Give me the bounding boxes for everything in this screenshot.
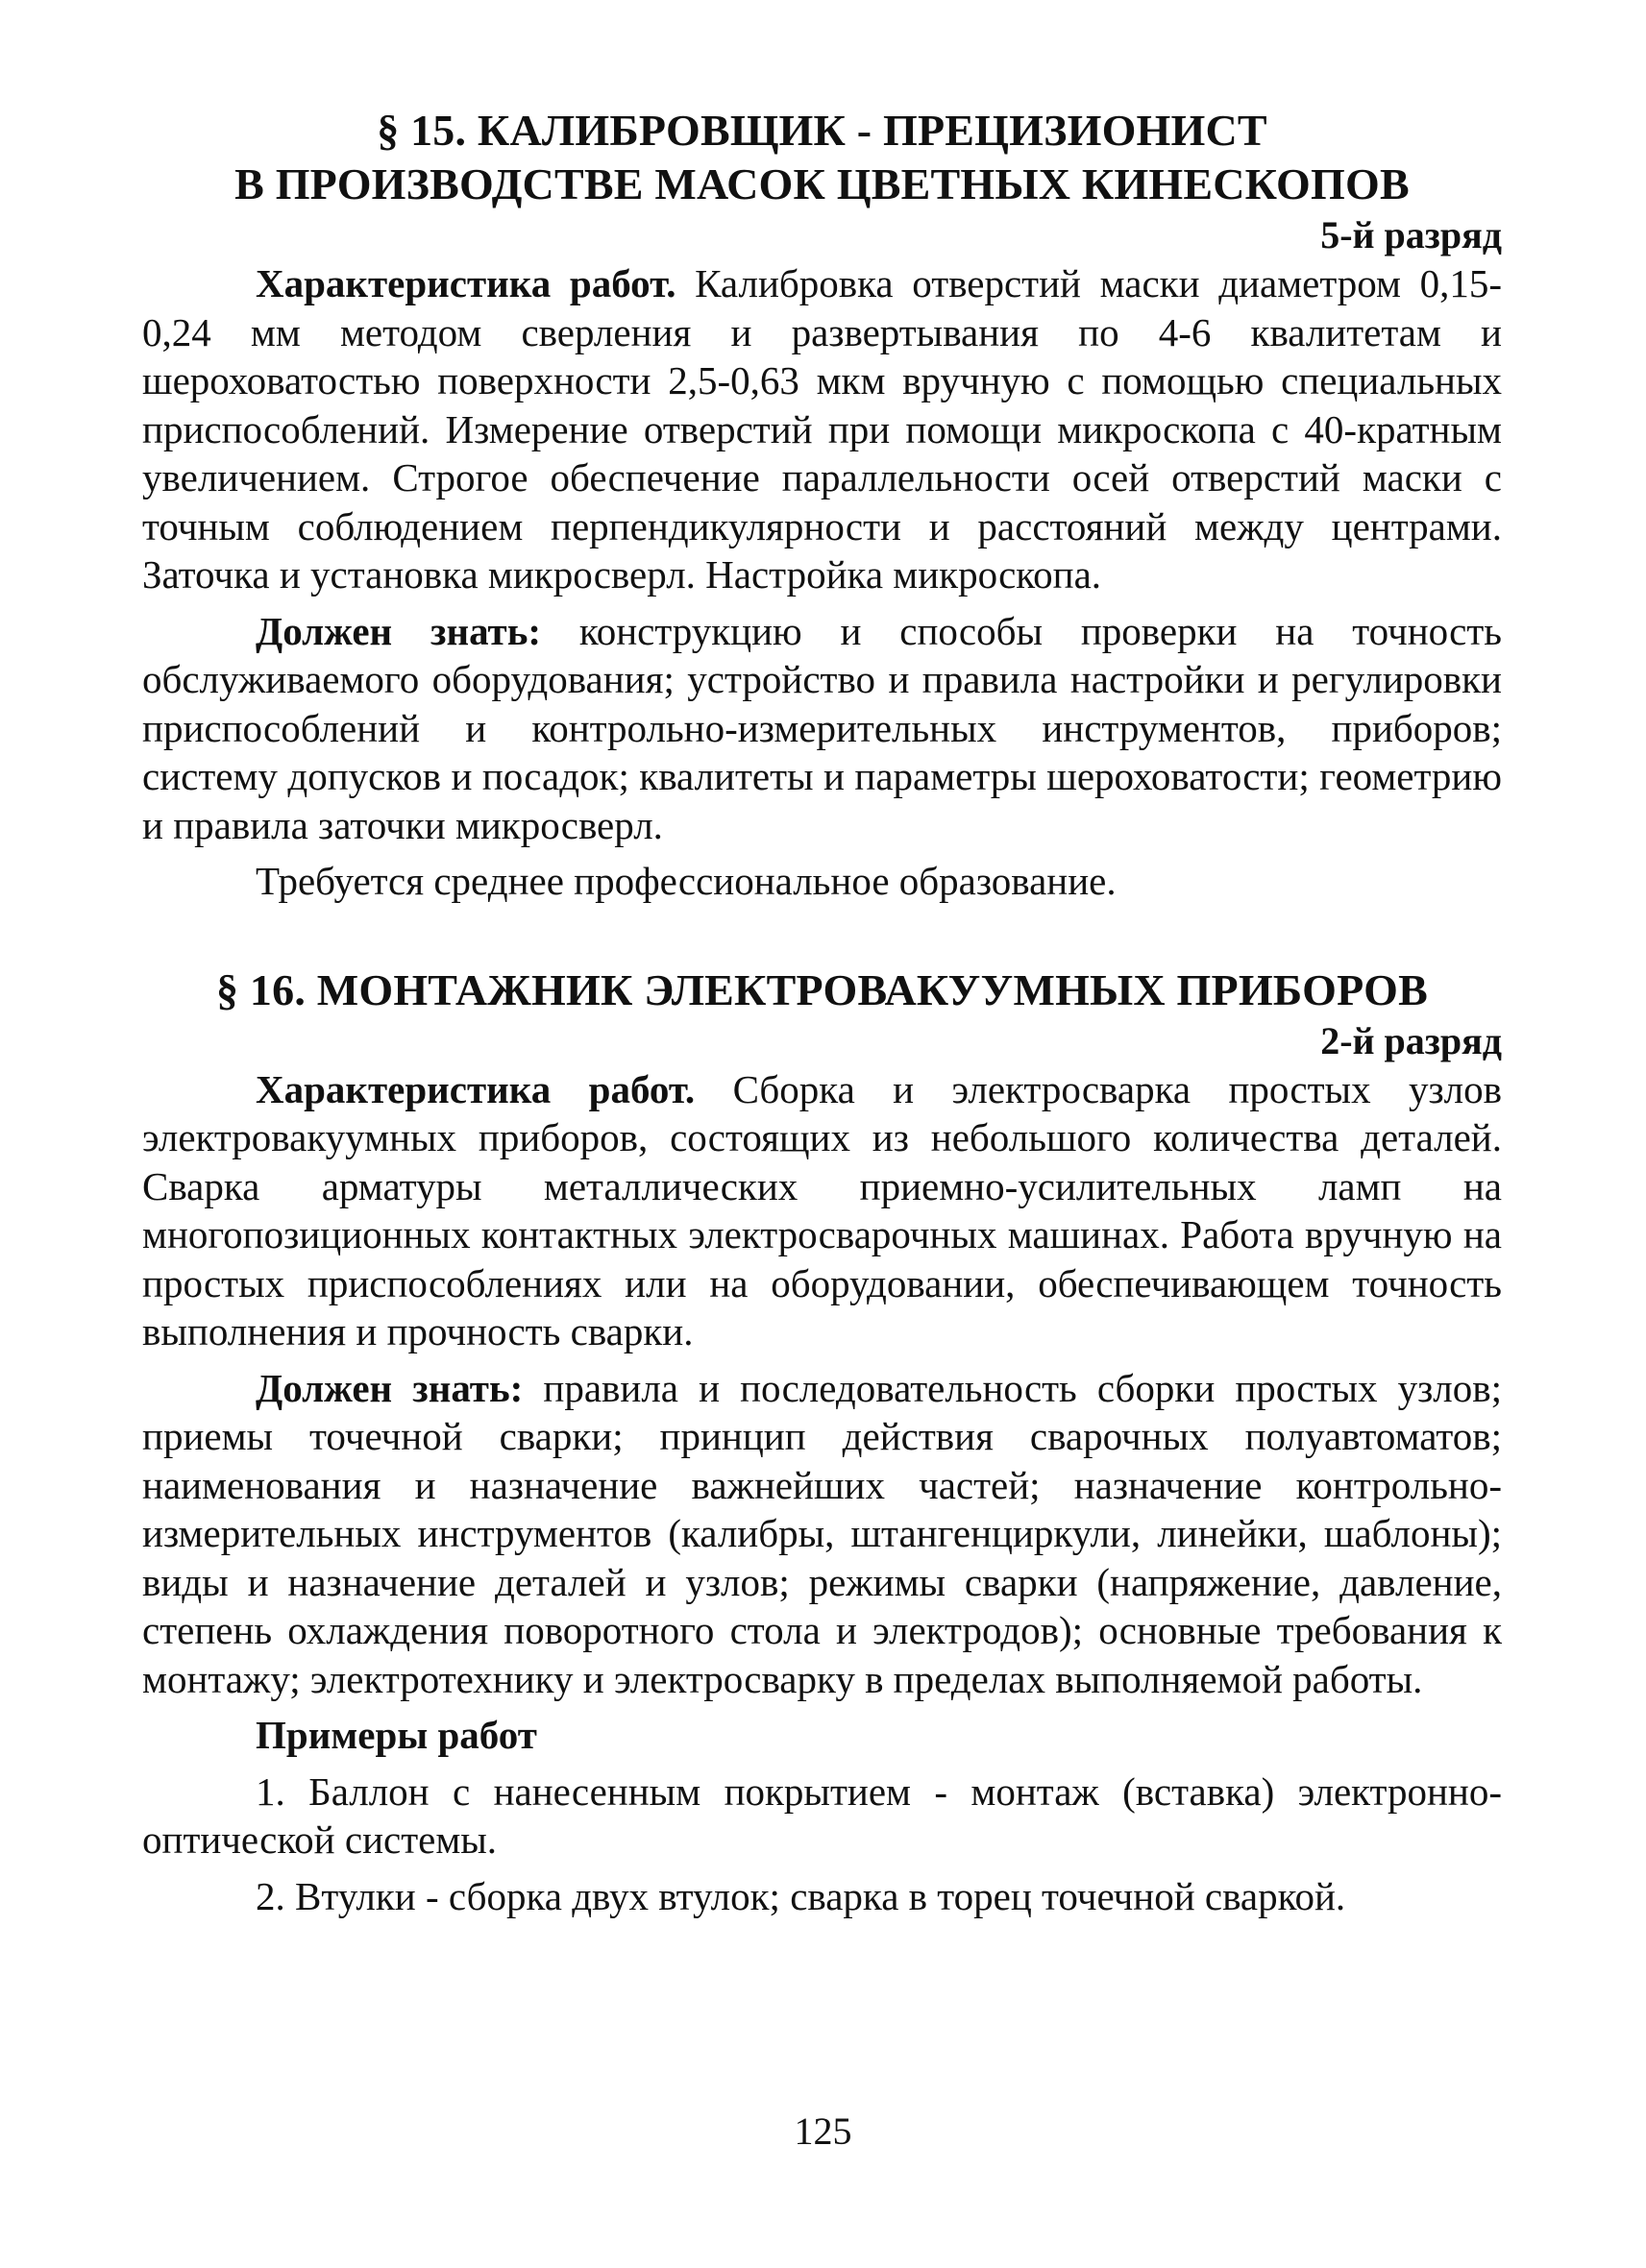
section-15-characteristic-label: Характеристика работ. (256, 261, 676, 305)
section-16-example-item: 1. Баллон с нанесенным покрытием - монтаж (вставка) электронно-оптической системы. (142, 1768, 1502, 1862)
section-16-knowledge-label: Должен знать: (256, 1365, 524, 1410)
section-16-knowledge-text: правила и последовательность сборки простых узлов; приемы точечной сварки; принцип действия сварочных полуавтоматов; наименования и назначение важнейших частей; назначение контрольно-измерительных инструментов (калибры, штангенциркули, линейки, шаблоны); виды и назначение деталей и узлов; режимы сварки (напряжение, давление, степень охлаждения поворотного стола и электродов); основные требования к монтажу; электротехнику и электросварку в пределах выполняемой работы. (142, 1365, 1502, 1701)
section-15-grade: 5-й разряд (1320, 213, 1502, 256)
section-16-characteristic-label: Характеристика работ. (256, 1066, 696, 1111)
section-15-education: Требуется среднее профессиональное образование. (256, 859, 1117, 903)
section-15-characteristic (142, 259, 1502, 599)
section-15-knowledge-label: Должен знать: (256, 608, 542, 653)
section-15 (142, 104, 1502, 906)
page-number: 125 (794, 2109, 852, 2153)
section-16-characteristic (142, 1065, 1502, 1356)
section-16 (142, 963, 1502, 1921)
section-16-knowledge (142, 1364, 1502, 1704)
section-16-grade: 2-й разряд (1320, 1018, 1502, 1062)
section-15-knowledge (142, 607, 1502, 850)
section-16-characteristic-text: Сборка и электросварка простых узлов электровакуумных приборов, состоящих из небольшого количества деталей. Сварка арматуры металлических приемно-усилительных ламп на многопозиционных контактных электросварочных машинах. Работа вручную на простых приспособлениях или на оборудовании, обеспечивающем точность выполнения и прочность сварки. (142, 1066, 1502, 1353)
section-16-title: § 16. МОНТАЖНИК ЭЛЕКТРОВАКУУМНЫХ ПРИБОРОВ (216, 964, 1428, 1014)
section-15-characteristic-text: Калибровка отверстий маски диаметром 0,15-0,24 мм методом сверления и развертывания по 4-6 квалитетам и шероховатостью поверхности 2,5-0,63 мкм вручную с помощью специальных приспособлений. Измерение отверстий при помощи микроскопа с 40-кратным увеличением. Строгое обеспечение параллельности осей отверстий маски с точным соблюдением перпендикулярности и расстояний между центрами. Заточка и установка микросверл. Настройка микроскопа. (142, 261, 1502, 597)
section-16-examples-heading: Примеры работ (256, 1713, 537, 1757)
section-16-example-item: 2. Втулки - сборка двух втулок; сварка в торец точечной сваркой. (256, 1873, 1346, 1918)
document-page (142, 104, 1502, 1920)
section-15-title-line-2: В ПРОИЗВОДСТВЕ МАСОК ЦВЕТНЫХ КИНЕСКОПОВ (234, 159, 1410, 208)
section-15-title-line-1: § 15. КАЛИБРОВЩИК - ПРЕЦИЗИОНИСТ (377, 106, 1267, 155)
section-15-knowledge-text: конструкцию и способы проверки на точность обслуживаемого оборудования; устройство и правила настройки и регулировки приспособлений и контрольно-измерительных инструментов, приборов; систему допусков и посадок; квалитеты и параметры шероховатости; геометрию и правила заточки микросверл. (142, 608, 1502, 847)
